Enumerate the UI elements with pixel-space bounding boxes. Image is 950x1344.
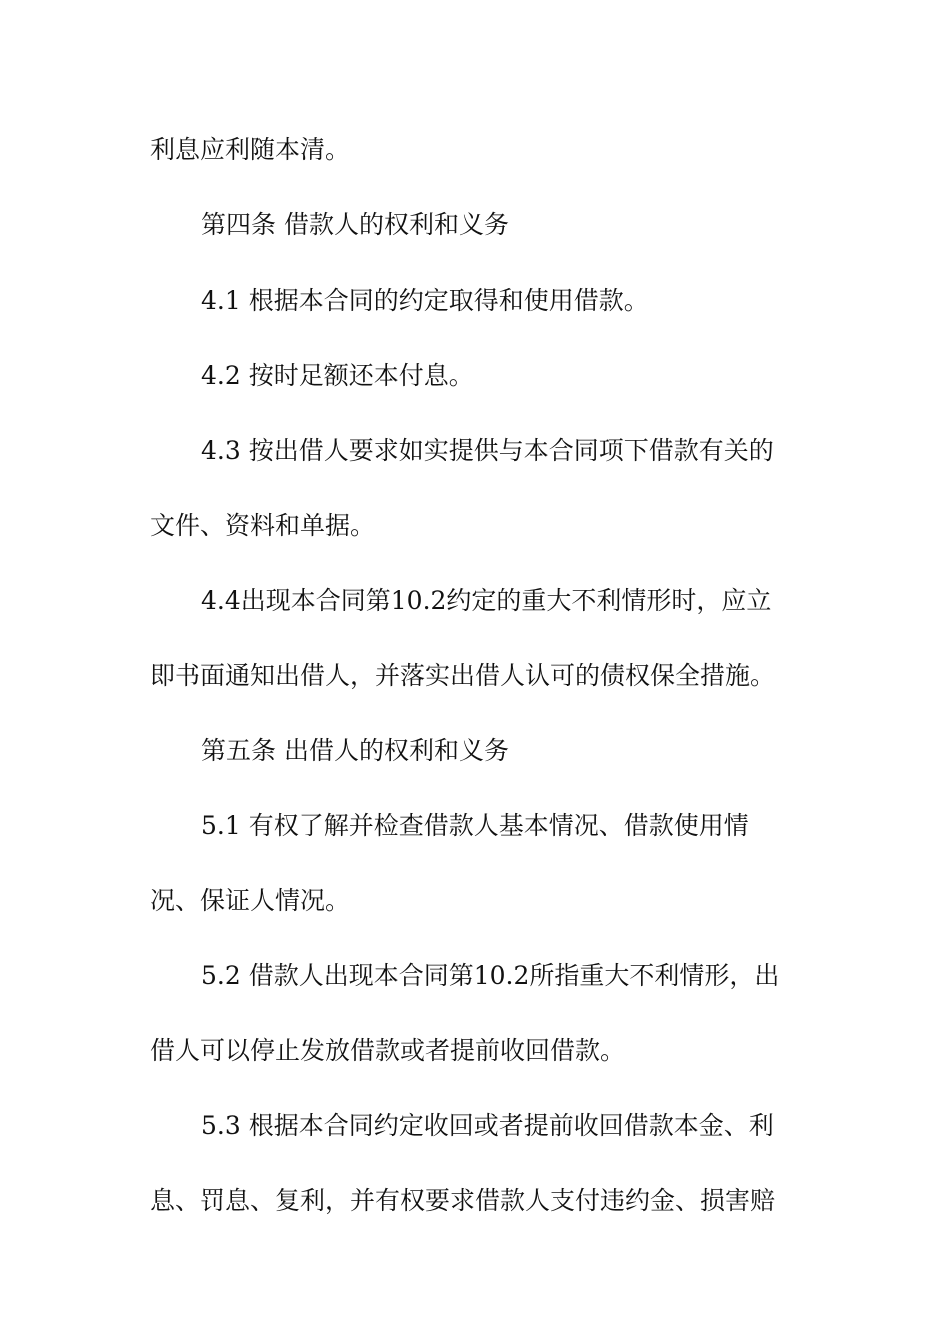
- clause-5-1-continued: 况、保证人情况。: [150, 886, 351, 915]
- clause-4-4-continued: 即书面通知出借人，并落实出借人认可的债权保全措施。: [150, 661, 776, 690]
- article-5-heading: 第五条 出借人的权利和义务: [201, 736, 509, 765]
- clause-4-2: 4.2 按时足额还本付息。: [201, 361, 474, 390]
- clause-4-1: 4.1 根据本合同的约定取得和使用借款。: [201, 286, 649, 315]
- clause-4-3: 4.3 按出借人要求如实提供与本合同项下借款有关的: [201, 436, 774, 465]
- clause-4-3-continued: 文件、资料和单据。: [150, 511, 376, 540]
- clause-5-2: 5.2 借款人出现本合同第10.2所指重大不利情形，出: [201, 961, 780, 990]
- clause-5-3: 5.3 根据本合同约定收回或者提前收回借款本金、利: [201, 1111, 774, 1140]
- text-line-continuation: 利息应利随本清。: [150, 135, 351, 164]
- clause-5-1: 5.1 有权了解并检查借款人基本情况、借款使用情: [201, 811, 749, 840]
- article-4-heading: 第四条 借款人的权利和义务: [201, 210, 509, 239]
- clause-5-3-continued: 息、罚息、复利，并有权要求借款人支付违约金、损害赔: [150, 1186, 776, 1215]
- clause-5-2-continued: 借人可以停止发放借款或者提前收回借款。: [150, 1036, 626, 1065]
- clause-4-4: 4.4出现本合同第10.2约定的重大不利情形时，应立: [201, 586, 772, 615]
